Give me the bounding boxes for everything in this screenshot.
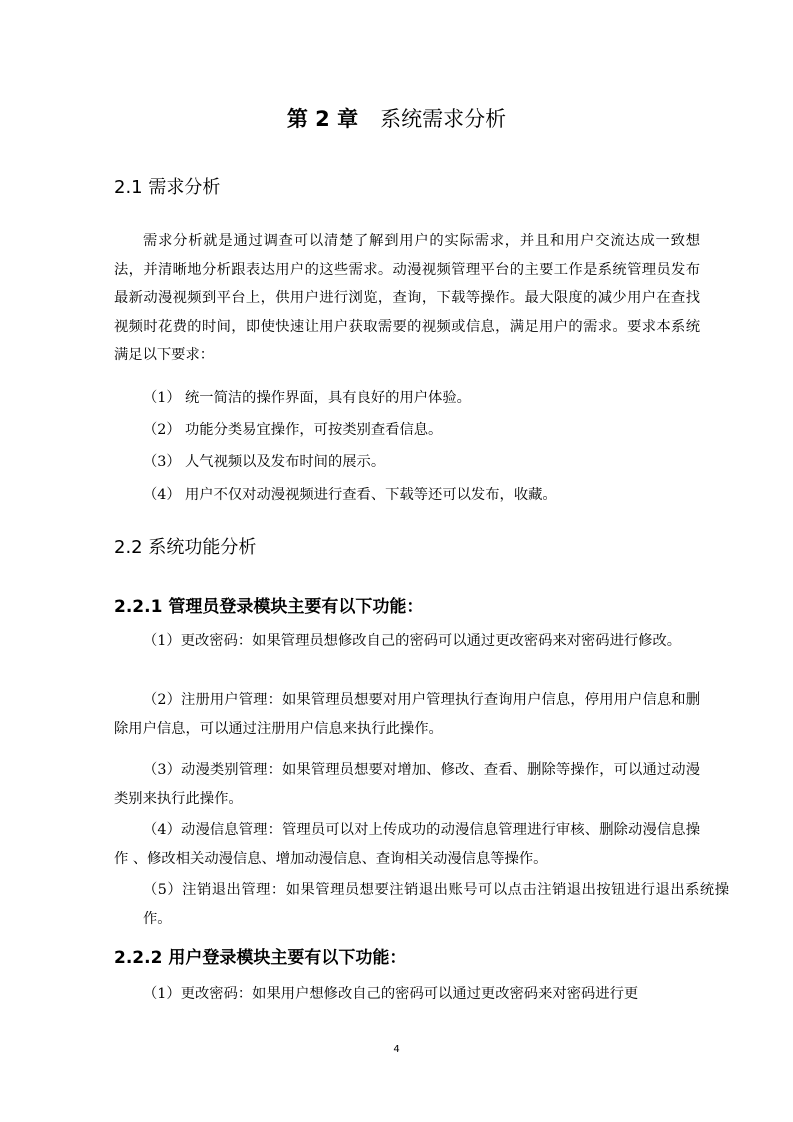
section-2-1-intro-paragraph: 需求分析就是通过调查可以清楚了解到用户的实际需求，并且和用户交流达成一致想法，并清晰地分析跟表达用户的这些需求。动漫视频管理平台的主要工作是系统管理员发布最新动漫视频到平台上，供用户进行浏览，查询，下载等操作。最大限度的减少用户在查找视频时花费的时间，即使快速让用户获取需要的视频或信息，满足用户的需求。要求本系统满足以下要求：: [114, 233, 700, 364]
admin-function-item-1: （1）更改密码：如果管理员想修改自己的密码可以通过更改密码来对密码进行修改。: [143, 633, 682, 649]
requirement-marker: （3）: [143, 454, 181, 470]
requirement-marker: （1）: [143, 390, 181, 406]
section-heading-2-1: 2.1 需求分析: [114, 177, 221, 198]
admin-function-item-4: （4）动漫信息管理：管理员可以对上传成功的动漫信息管理进行审核、删除动漫信息操作 、修改相关动漫信息、增加动漫信息、查询相关动漫信息等操作。: [114, 822, 700, 867]
page-number: 4: [393, 1044, 400, 1055]
admin-function-item-2: （2）注册用户管理：如果管理员想要对用户管理执行查询用户信息，停用用户信息和删除用户信息，可以通过注册用户信息来执行此操作。: [114, 692, 700, 737]
requirement-item-1: [143, 384, 471, 413]
subsection-heading-2-2-1: 2.2.1 管理员登录模块主要有以下功能：: [114, 597, 424, 617]
section-heading-2-2: 2.2 系统功能分析: [114, 537, 257, 558]
requirement-item-4: [143, 481, 557, 510]
admin-function-item-3: （3）动漫类别管理：如果管理员想要对增加、修改、查看、删除等操作，可以通过动漫类别来执行此操作。: [114, 762, 700, 807]
requirement-marker: （2）: [143, 422, 181, 438]
requirement-item-2: [143, 416, 442, 445]
requirement-text: 统一简洁的操作界面，具有良好的用户体验。: [185, 390, 471, 406]
requirement-text: 用户不仅对动漫视频进行查看、下载等还可以发布，收藏。: [185, 487, 557, 503]
requirement-text: 人气视频以及发布时间的展示。: [185, 454, 386, 470]
chapter-number: 第 2 章: [286, 107, 359, 131]
requirement-marker: （4）: [143, 487, 181, 503]
requirement-text: 功能分类易宜操作，可按类别查看信息。: [185, 422, 443, 438]
user-function-item-1: （1）更改密码：如果用户想修改自己的密码可以通过更改密码来对密码进行更: [143, 986, 639, 1002]
chapter-name: 系统需求分析: [380, 107, 507, 131]
chapter-title: [0, 104, 793, 134]
requirement-item-3: [143, 448, 385, 477]
subsection-heading-2-2-2: 2.2.2 用户登录模块主要有以下功能：: [114, 948, 407, 968]
admin-function-item-5: （5）注销退出管理：如果管理员想要注销退出账号可以点击注销退出按钮进行退出系统操作。: [143, 882, 729, 927]
